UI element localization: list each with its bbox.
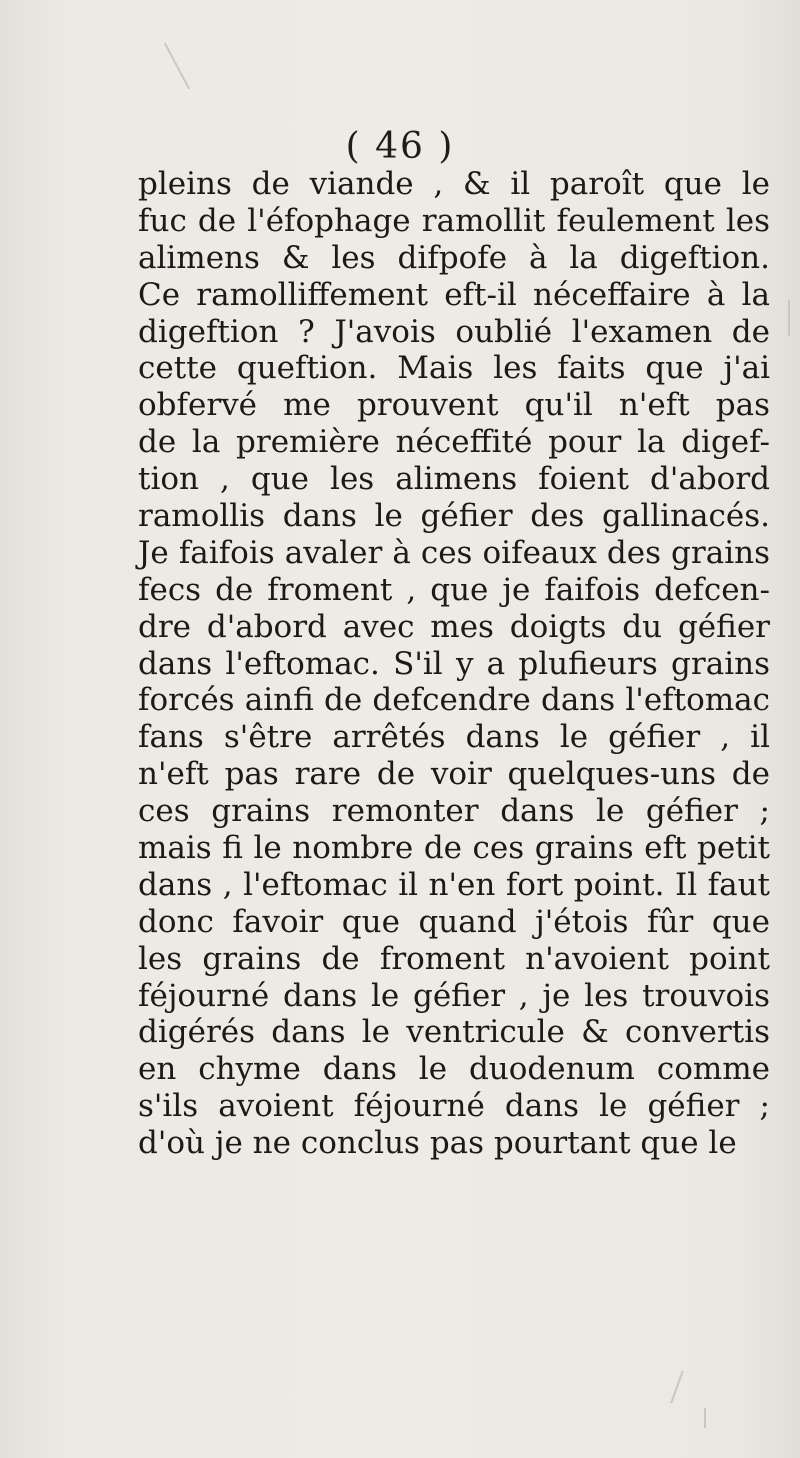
text-line: ramollis dans le géfier des gallinacés.	[138, 498, 770, 535]
text-line: donc favoir que quand j'étois fûr que	[138, 903, 770, 940]
text-line: fans s'être arrêtés dans le géfier , il	[138, 719, 770, 756]
text-line: fecs de froment , que je faifois defcen-	[138, 571, 770, 608]
text-line: pleins de viande , & il paroît que le	[138, 166, 770, 202]
text-line: tion , que les alimens foient d'abord	[138, 461, 770, 498]
text-line: les grains de froment n'avoient point	[138, 940, 770, 977]
text-line: en chyme dans le duodenum comme	[138, 1051, 770, 1088]
text-line: fuc de l'éfophage ramollit feulement les	[138, 202, 770, 239]
text-line: n'eft pas rare de voir quelques-uns de	[138, 756, 770, 793]
text-line: dre d'abord avec mes doigts du géfier	[138, 608, 770, 645]
ink-bleed-mark	[704, 1408, 706, 1428]
text-line: féjourné dans le géfier , je les trouvois	[138, 977, 770, 1014]
page-number-header: ( 46 )	[345, 126, 455, 167]
body-text	[138, 166, 770, 1162]
text-line: cette queftion. Mais les faits que j'ai	[138, 350, 770, 387]
text-line: forcés ainfi de defcendre dans l'eftomac	[138, 682, 770, 719]
text-line: digeftion ? J'avois oublié l'examen de	[138, 313, 770, 350]
ink-bleed-mark	[788, 300, 790, 336]
text-line: obfervé me prouvent qu'il n'eft pas	[138, 387, 770, 424]
text-line: d'où je ne conclus pas pourtant que le	[138, 1125, 737, 1162]
text-line: de la première néceffité pour la digef-	[138, 424, 770, 461]
ink-bleed-mark	[164, 43, 190, 90]
ink-bleed-mark	[670, 1371, 684, 1404]
text-line: s'ils avoient féjourné dans le géfier ;	[138, 1088, 770, 1125]
text-line: Je faifois avaler à ces oifeaux des grains	[138, 534, 770, 571]
text-line: dans , l'eftomac il n'en fort point. Il faut	[138, 866, 770, 903]
text-line: dans l'eftomac. S'il y a plufieurs grains	[138, 645, 770, 682]
text-line: Ce ramolliffement eft-il néceffaire à la	[138, 276, 770, 313]
text-line: digérés dans le ventricule & convertis	[138, 1014, 770, 1051]
text-line: alimens & les difpofe à la digeftion.	[138, 239, 770, 276]
text-line: mais fi le nombre de ces grains eft petit	[138, 830, 770, 867]
text-line: ces grains remonter dans le géfier ;	[138, 793, 770, 830]
